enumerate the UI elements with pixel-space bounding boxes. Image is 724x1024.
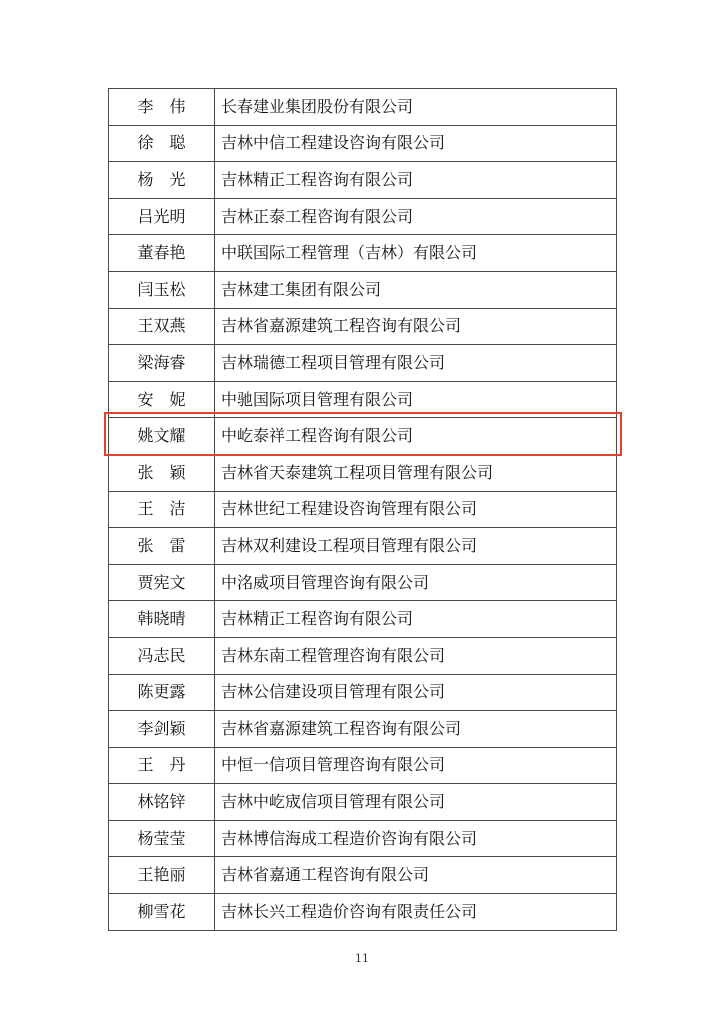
table-row	[109, 381, 617, 418]
table-row-highlighted	[109, 418, 617, 455]
person-name: 董春艳	[109, 235, 215, 272]
company-name: 中驰国际项目管理有限公司	[215, 381, 617, 418]
company-name: 吉林精正工程咨询有限公司	[215, 601, 617, 638]
company-name: 吉林正泰工程咨询有限公司	[215, 198, 617, 235]
table-row	[109, 198, 617, 235]
table-row	[109, 235, 617, 272]
table-row	[109, 894, 617, 931]
table-row	[109, 89, 617, 126]
person-name: 吕光明	[109, 198, 215, 235]
person-name: 柳雪花	[109, 894, 215, 931]
table-row	[109, 637, 617, 674]
company-name: 吉林长兴工程造价咨询有限责任公司	[215, 894, 617, 931]
company-name: 中联国际工程管理（吉林）有限公司	[215, 235, 617, 272]
company-name: 吉林省天泰建筑工程项目管理有限公司	[215, 454, 617, 491]
company-name: 吉林双利建设工程项目管理有限公司	[215, 528, 617, 565]
person-name: 林铭锌	[109, 784, 215, 821]
person-name: 姚文耀	[109, 418, 215, 455]
person-name: 徐 聪	[109, 125, 215, 162]
company-name: 吉林公信建设项目管理有限公司	[215, 674, 617, 711]
table-row	[109, 857, 617, 894]
person-name: 闫玉松	[109, 271, 215, 308]
company-name: 中洺威项目管理咨询有限公司	[215, 564, 617, 601]
company-name: 吉林建工集团有限公司	[215, 271, 617, 308]
table-row	[109, 820, 617, 857]
company-name: 中屹泰祥工程咨询有限公司	[215, 418, 617, 455]
table-row	[109, 162, 617, 199]
person-name: 王 丹	[109, 747, 215, 784]
table-row	[109, 747, 617, 784]
person-name: 王 洁	[109, 491, 215, 528]
table-row	[109, 674, 617, 711]
person-name: 冯志民	[109, 637, 215, 674]
table-row	[109, 271, 617, 308]
table-row	[109, 784, 617, 821]
table-row	[109, 345, 617, 382]
person-name: 韩晓晴	[109, 601, 215, 638]
roster-table	[108, 88, 617, 931]
person-name: 陈更露	[109, 674, 215, 711]
table-row	[109, 125, 617, 162]
table-row	[109, 564, 617, 601]
person-name: 安 妮	[109, 381, 215, 418]
company-name: 吉林省嘉源建筑工程咨询有限公司	[215, 308, 617, 345]
table-row	[109, 601, 617, 638]
company-name: 吉林世纪工程建设咨询管理有限公司	[215, 491, 617, 528]
company-name: 吉林瑞德工程项目管理有限公司	[215, 345, 617, 382]
company-name: 长春建业集团股份有限公司	[215, 89, 617, 126]
person-name: 梁海睿	[109, 345, 215, 382]
company-name: 吉林东南工程管理咨询有限公司	[215, 637, 617, 674]
table-row	[109, 528, 617, 565]
table-row	[109, 454, 617, 491]
company-name: 吉林省嘉通工程咨询有限公司	[215, 857, 617, 894]
person-name: 贾宪文	[109, 564, 215, 601]
person-name: 王艳丽	[109, 857, 215, 894]
company-name: 中恒一信项目管理咨询有限公司	[215, 747, 617, 784]
page-number: 11	[355, 952, 369, 965]
person-name: 杨 光	[109, 162, 215, 199]
company-name: 吉林精正工程咨询有限公司	[215, 162, 617, 199]
table-row	[109, 711, 617, 748]
table-row	[109, 491, 617, 528]
person-name: 李剑颖	[109, 711, 215, 748]
person-name: 李 伟	[109, 89, 215, 126]
person-name: 张 颖	[109, 454, 215, 491]
company-name: 吉林博信海成工程造价咨询有限公司	[215, 820, 617, 857]
person-name: 张 雷	[109, 528, 215, 565]
company-name: 吉林中屹宬信项目管理有限公司	[215, 784, 617, 821]
person-name: 杨莹莹	[109, 820, 215, 857]
company-name: 吉林中信工程建设咨询有限公司	[215, 125, 617, 162]
company-name: 吉林省嘉源建筑工程咨询有限公司	[215, 711, 617, 748]
person-name: 王双燕	[109, 308, 215, 345]
table-row	[109, 308, 617, 345]
